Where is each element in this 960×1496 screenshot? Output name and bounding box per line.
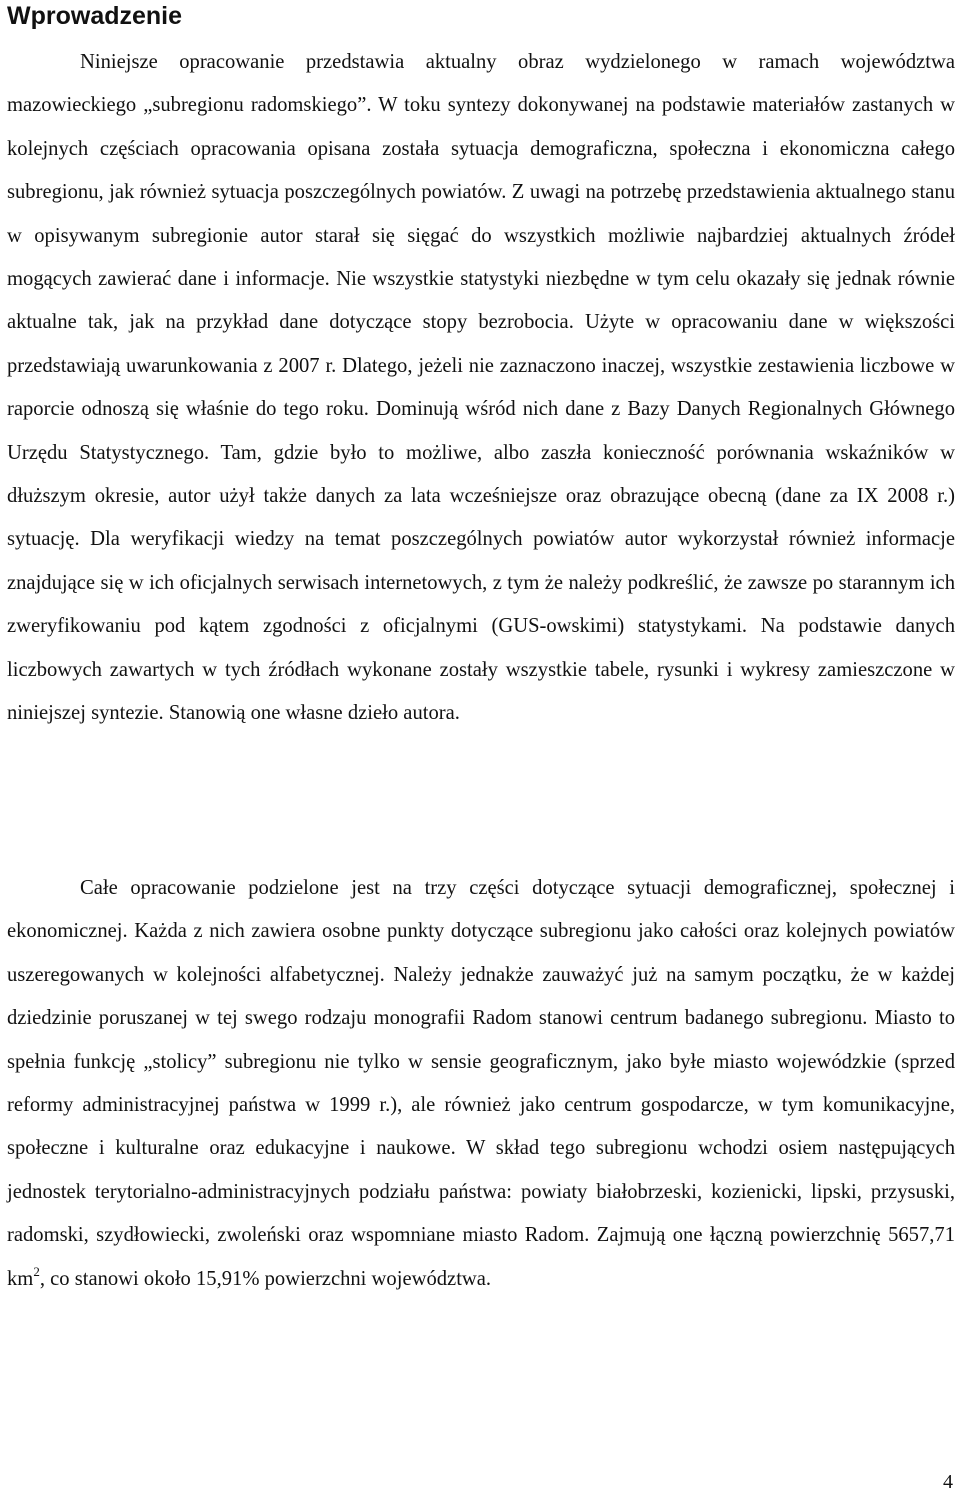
paragraph-introduction: Niniejsze opracowanie przedstawia aktualny obraz wydzielonego w ramach województwa mazowieckiego „subregionu radomskiego”. W toku syntezy dokonywanej na podstawie materiałów zastanych w kolejnych częściach opracowania opisana została sytuacja demograficzna, społeczna i ekonomiczna całego subregionu, jak również sytuacja poszczególnych powiatów. Z uwagi na potrzebę przedstawienia aktualnego stanu w opisywanym subregionie autor starał się sięgać do wszystkich możliwie najbardziej aktualnych źródeł mogących zawierać dane i informacje. Nie wszystkie statystyki niezbędne w tym celu okazały się jednak równie aktualne tak, jak na przykład dane dotyczące stopy bezrobocia. Użyte w opracowaniu dane w większości przedstawiają uwarunkowania z 2007 r. Dlatego, jeżeli nie zaznaczono inaczej, wszystkie zestawienia liczbowe w raporcie odnoszą się właśnie do tego roku. Dominują wśród nich dane z Bazy Danych Regionalnych Głównego Urzędu Statystycznego. Tam, gdzie było to możliwe, albo zaszła konieczność porównania wskaźników w dłuższym okresie, autor użył także danych za lata wcześniejsze oraz obrazujące obecną (dane za IX 2008 r.) sytuację. Dla weryfikacji wiedzy na temat poszczególnych powiatów autor wykorzystał również informacje znajdujące się w ich oficjalnych serwisach internetowych, z tym że należy podkreślić, że zawsze po starannym ich zweryfikowaniu pod kątem zgodności z oficjalnymi (GUS-owskimi) statystykami. Na podstawie danych liczbowych zawartych w tych źródłach wykonane zostały wszystkie tabele, rysunki i wykresy zamieszczone w niniejszej syntezie. Stanowią one własne dzieło autora. [7, 51, 955, 725]
paragraph-structure-tail: , co stanowi około 15,91% powierzchni województwa. [39, 1267, 492, 1290]
paragraph-structure-text: Całe opracowanie podzielone jest na trzy części dotyczące sytuacji demograficznej, społecznej i ekonomicznej. Każda z nich zawiera osobne punkty dotyczące subregionu jako całości oraz kolejnych powiatów uszeregowanych w kolejności alfabetycznej. Należy jednakże zauważyć już na samym początku, że w każdej dziedzinie poruszanej w tej swego rodzaju monografii Radom stanowi centrum badanego subregionu. Miasto to spełnia funkcję „stolicy” subregionu nie tylko w sensie geograficznym, jako byłe miasto wojewódzkie (sprzed reformy administracyjnej państwa w 1999 r.), ale również jako centrum gospodarcze, w tym komunikacyjne, społeczne i kulturalne oraz edukacyjne i naukowe. W skład tego subregionu wchodzi osiem następujących jednostek terytorialno-administracyjnych podziału państwa: powiaty białobrzeski, kozienicki, lipski, przysuski, radomski, szydłowiecki, zwoleński oraz wspomniane miasto Radom. Zajmują one łączną powierzchnię 5657,71 km [7, 877, 955, 1290]
paragraph-structure [7, 867, 955, 1301]
area-unit-superscript: 2 [33, 1263, 40, 1279]
section-heading: Wprowadzenie [7, 2, 183, 30]
page-number: 4 [943, 1471, 953, 1493]
